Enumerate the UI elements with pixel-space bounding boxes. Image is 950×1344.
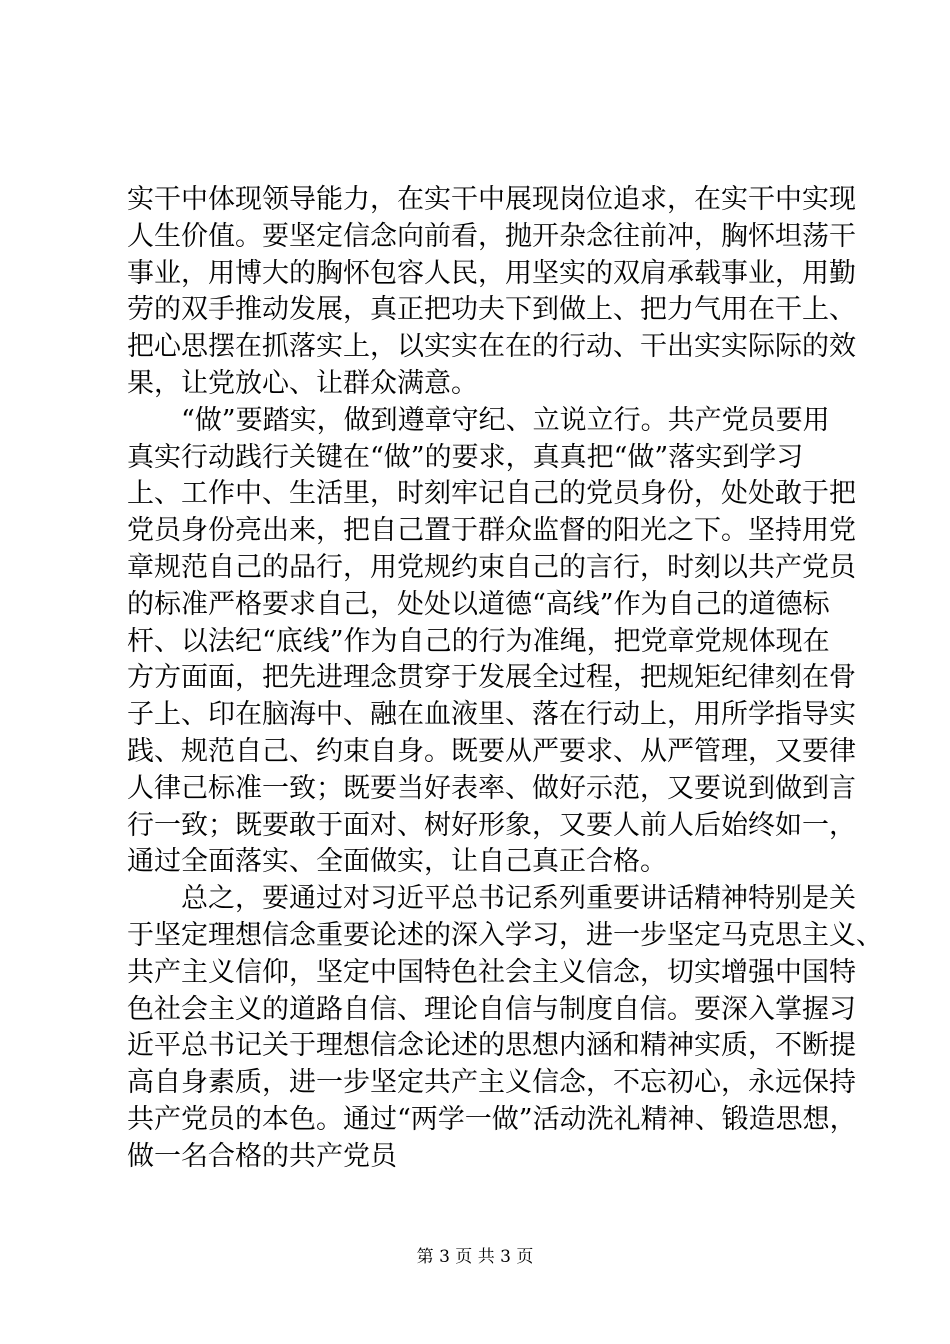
text-line: 于坚定理想信念重要论述的深入学习，进一步坚定马克思主义、 — [127, 919, 883, 951]
text-line: 实干中体现领导能力，在实干中展现岗位追求，在实干中实现 — [127, 184, 856, 215]
text-line: 方方面面，把先进理念贯穿于发展全过程，把规矩纪律刻在骨 — [127, 662, 856, 694]
text-line: 近平总书记关于理想信念论述的思想内涵和精神实质，不断提 — [127, 1030, 856, 1062]
text-line: 劳的双手推动发展，真正把功夫下到做上、把力气用在干上、 — [127, 294, 856, 326]
text-line: 真实行动践行关键在“做”的要求，真真把“做”落实到学习 — [127, 441, 804, 473]
text-line: 做一名合格的共产党员 — [127, 1140, 397, 1172]
page-number-footer: 第 3 页 共 3 页 — [416, 1247, 534, 1267]
text-line: 章规范自己的品行，用党规约束自己的言行，时刻以共产党员 — [127, 551, 856, 583]
text-line: 上、工作中、生活里，时刻牢记自己的党员身份，处处敢于把 — [127, 478, 856, 510]
text-line: 践、规范自己、约束自身。既要从严要求、从严管理，又要律 — [127, 735, 856, 767]
text-line: 把心思摆在抓落实上，以实实在在的行动、干出实实际际的效 — [127, 331, 856, 363]
text-line: 事业，用博大的胸怀包容人民，用坚实的双肩承载事业，用勤 — [127, 257, 856, 289]
text-line: 共产主义信仰，坚定中国特色社会主义信念，切实增强中国特 — [127, 956, 856, 988]
text-line: 色社会主义的道路自信、理论自信与制度自信。要深入掌握习 — [127, 993, 856, 1025]
text-line: 高自身素质，进一步坚定共产主义信念，不忘初心，永远保持 — [127, 1067, 856, 1099]
text-line: 党员身份亮出来，把自己置于群众监督的阳光之下。坚持用党 — [127, 515, 856, 547]
text-line: 杆、以法纪“底线”作为自己的行为准绳，把党章党规体现在 — [127, 625, 830, 657]
text-line: 子上、印在脑海中、融在血液里、落在行动上，用所学指导实 — [127, 699, 856, 731]
text-line: 人生价值。要坚定信念向前看，抛开杂念往前冲，胸怀坦荡干 — [127, 220, 856, 252]
text-line: 共产党员的本色。通过“两学一做”活动洗礼精神、锻造思想， — [127, 1103, 857, 1135]
text-line: 总之，要通过对习近平总书记系列重要讲话精神特别是关 — [127, 883, 856, 915]
document-body — [127, 182, 883, 1176]
text-line: 果，让党放心、让群众满意。 — [127, 367, 478, 399]
text-line: 人律己标准一致；既要当好表率、做好示范，又要说到做到言 — [127, 772, 856, 804]
text-line: 通过全面落实、全面做实，让自己真正合格。 — [127, 846, 667, 878]
text-line: 行一致；既要敢于面对、树好形象，又要人前人后始终如一， — [127, 809, 856, 841]
text-line: “做”要踏实，做到遵章守纪、立说立行。共产党员要用 — [127, 404, 830, 436]
text-line: 的标准严格要求自己，处处以道德“高线”作为自己的道德标 — [127, 588, 830, 620]
